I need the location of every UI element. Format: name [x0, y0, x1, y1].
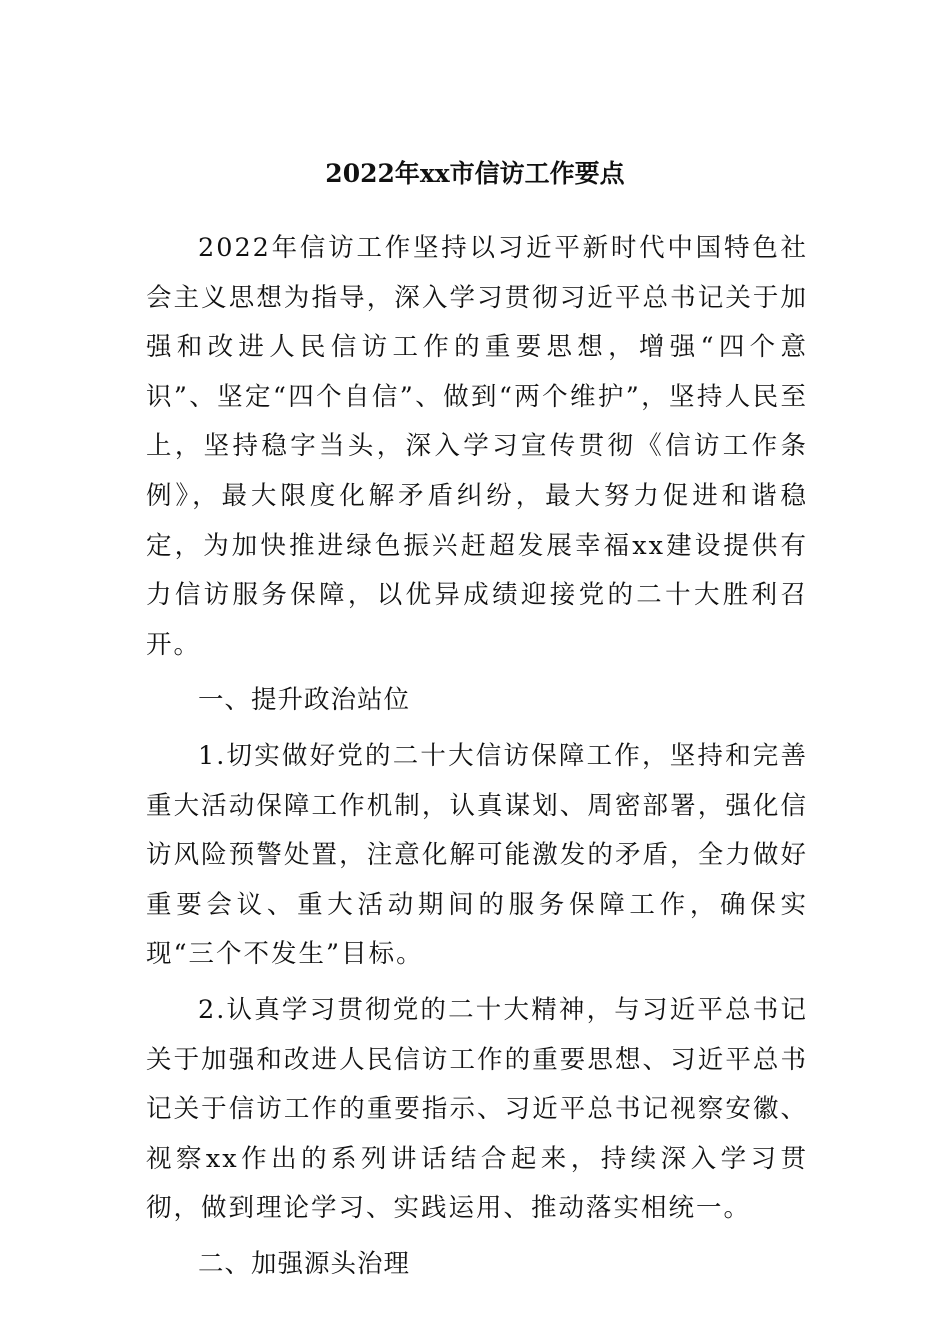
- intro-paragraph: 2022年信访工作坚持以习近平新时代中国特色社会主义思想为指导，深入学习贯彻习近平总书记关于加强和改进人民信访工作的重要思想，增强“四个意识”、坚定“四个自信”、做到“两个维护”，坚持人民至上，坚持稳字当头，深入学习宣传贯彻《信访工作条例》，最大限度化解矛盾纠纷，最大努力促进和谐稳定，为加快推进绿色振兴赶超发展幸福xx建设提供有力信访服务保障，以优异成绩迎接党的二十大胜利召开。: [146, 233, 808, 660]
- section-1-item-1: 1.切实做好党的二十大信访保障工作，坚持和完善重大活动保障工作机制，认真谋划、周密部署，强化信访风险预警处置，注意化解可能激发的矛盾，全力做好重要会议、重大活动期间的服务保障工作，确保实现“三个不发生”目标。: [146, 740, 808, 970]
- document-body: [146, 224, 808, 1289]
- section-1-item-2: 2.认真学习贯彻党的二十大精神，与习近平总书记关于加强和改进人民信访工作的重要思想、习近平总书记关于信访工作的重要指示、习近平总书记视察安徽、视察xx作出的系列讲话结合起来，持续深入学习贯彻，做到理论学习、实践运用、推动落实相统一。: [146, 994, 808, 1224]
- section-heading-1: 一、提升政治站位: [198, 685, 411, 716]
- document-title: 2022年xx市信访工作要点: [325, 159, 625, 188]
- section-heading-2: 二、加强源头治理: [198, 1248, 411, 1279]
